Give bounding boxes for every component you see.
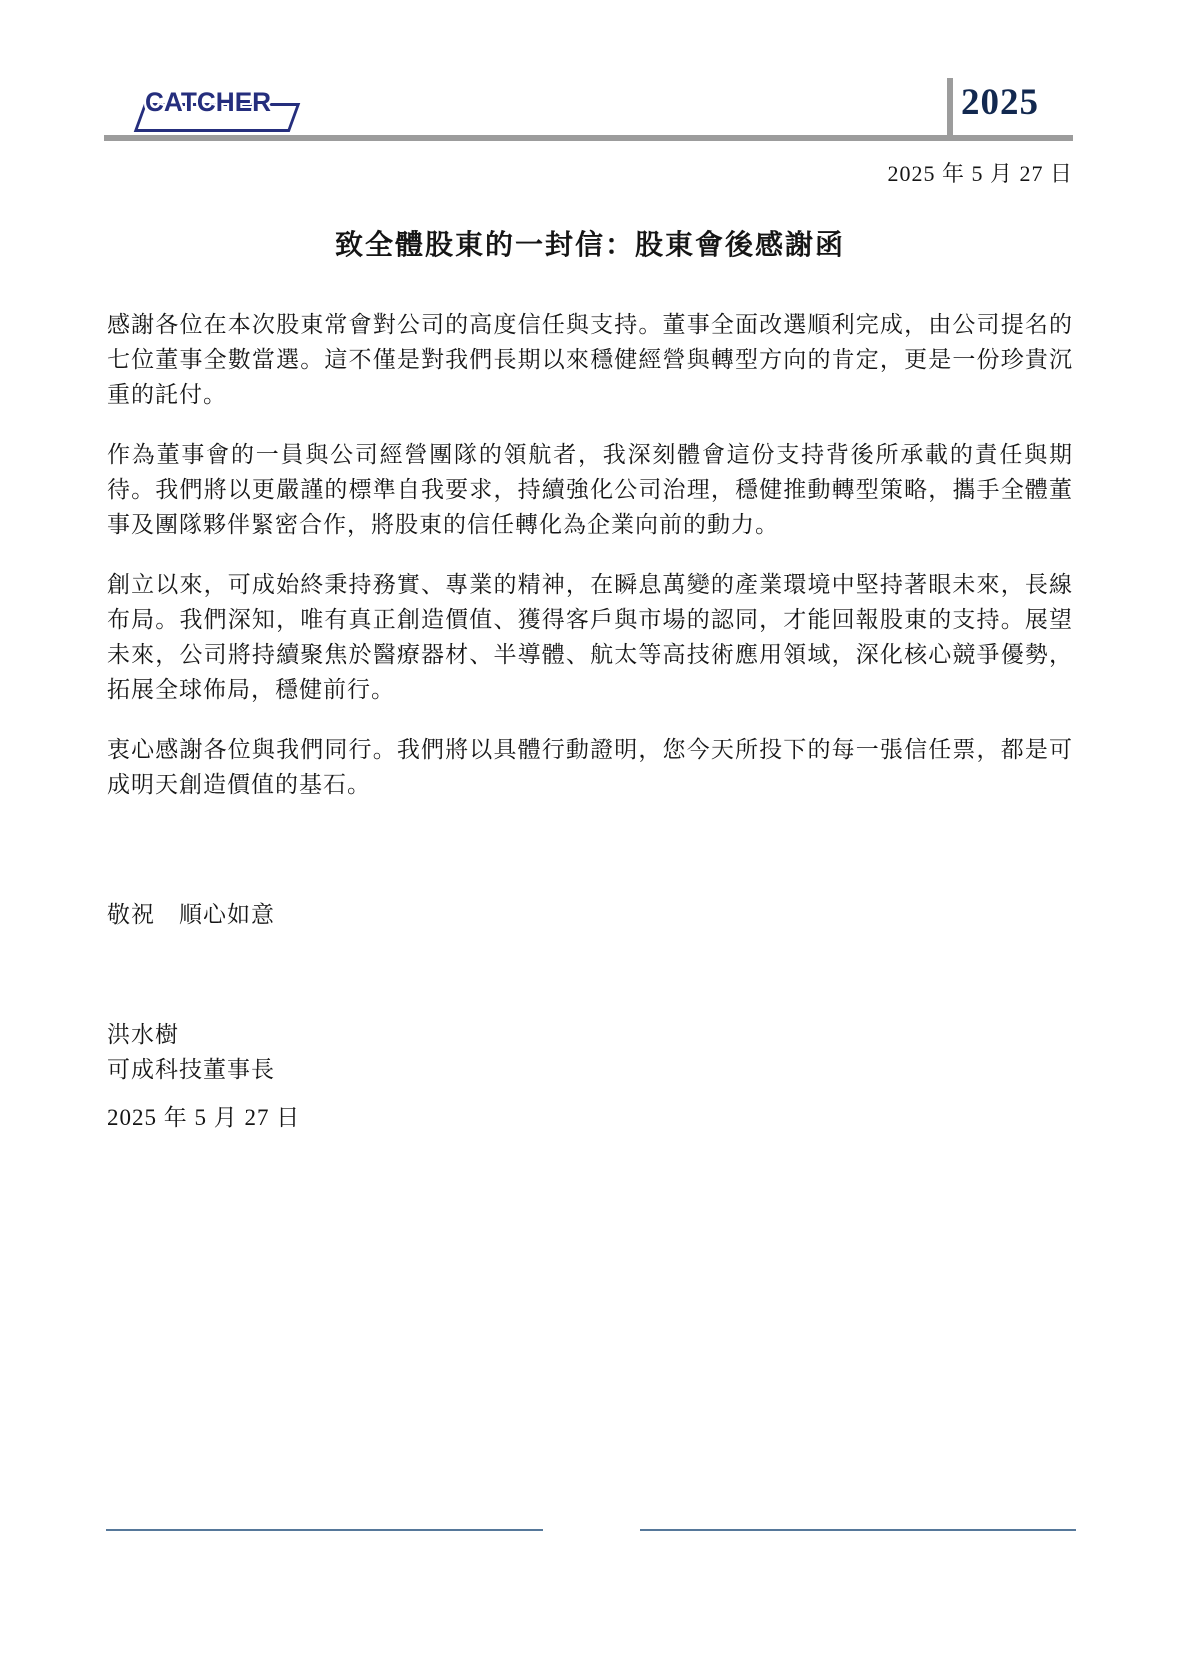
- letter-content: [0, 160, 1179, 1135]
- letter-title: 致全體股東的一封信：股東會後感謝函: [334, 230, 845, 261]
- header-rule: [104, 135, 1073, 141]
- letter-date-bottom: 2025 年 5 月 27 日: [107, 1105, 301, 1130]
- letter-body: [107, 307, 1073, 802]
- paragraph-2: 作為董事會的一員與公司經營團隊的領航者，我深刻體會這份支持背後所承載的責任與期待。我們將以更嚴謹的標準自我要求，持續強化公司治理，穩健推動轉型策略，攜手全體董事及團隊夥伴緊密合作，將股東的信任轉化為企業向前的動力。: [107, 442, 1073, 537]
- paragraph-1: 感謝各位在本次股東常會對公司的高度信任與支持。董事全面改選順利完成，由公司提名的七位董事全數當選。這不僅是對我們長期以來穩健經營與轉型方向的肯定，更是一份珍貴沉重的託付。: [107, 312, 1073, 407]
- catcher-logo: [134, 86, 314, 132]
- signature-block: [107, 1017, 1073, 1087]
- letter-date-top: 2025 年 5 月 27 日: [887, 161, 1073, 186]
- letter-closing: 敬祝 順心如意: [107, 902, 275, 927]
- letterhead: [0, 0, 1179, 141]
- signer-title: 可成科技董事長: [107, 1057, 275, 1082]
- header-year: 2025: [961, 82, 1039, 123]
- footnote-rule-right: [640, 1529, 1076, 1531]
- paragraph-4: 衷心感謝各位與我們同行。我們將以具體行動證明，您今天所投下的每一張信任票，都是可成明天創造價值的基石。: [107, 737, 1073, 797]
- footnote-rule-left: [106, 1529, 543, 1531]
- paragraph-3: 創立以來，可成始終秉持務實、專業的精神，在瞬息萬變的產業環境中堅持著眼未來，長線布局。我們深知，唯有真正創造價值、獲得客戶與市場的認同，才能回報股東的支持。展望未來，公司將持續聚焦於醫療器材、半導體、航太等高技術應用領域，深化核心競爭優勢，拓展全球佈局，穩健前行。: [107, 572, 1073, 702]
- signer-name: 洪水樹: [107, 1022, 179, 1047]
- header-year-divider: [947, 78, 953, 141]
- logo-text: CATCHER: [145, 87, 272, 117]
